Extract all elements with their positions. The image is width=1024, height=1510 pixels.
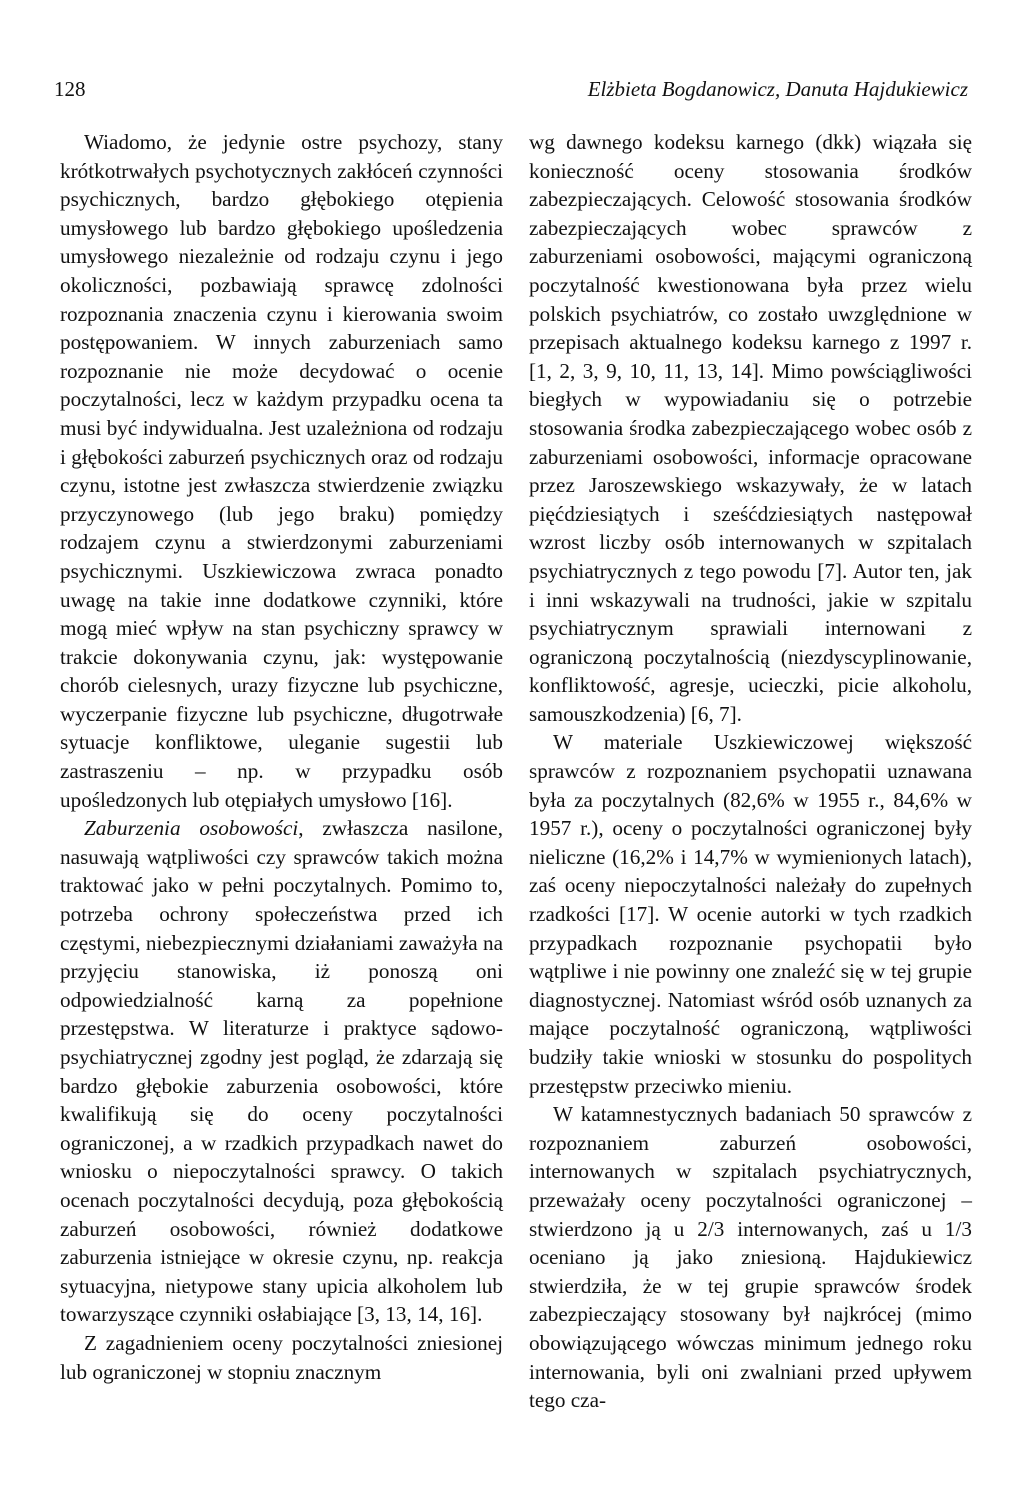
- paragraph-katamnestyczne-badania: W katamnestycznych badaniach 50 sprawców z rozpoznaniem zaburzeń osobowości, internowanych w szpitalach psychiatrycznych, przeważały oceny poczytalności ograniczonej – stwierdzono ją u 2/3 internowanych, zaś u 1/3 oceniano ją jako zniesioną. Hajdukiewicz stwierdziła, że w tej grupie sprawców środek zabezpieczający stosowany był najkrócej (mimo obowiązującego wówczas minimum jednego roku internowania, byli oni zwalniani przed upływem tego cza-: [529, 1102, 972, 1413]
- running-title: Elżbieta Bogdanowicz, Danuta Hajdukiewicz: [587, 77, 968, 101]
- paragraph-zagadnienie-oceny: Z zagadnieniem oceny poczytalności zniesionej lub ograniczonej w stopniu znacznym: [60, 1330, 503, 1384]
- paragraph-ostre-psychozy: Wiadomo, że jedynie ostre psychozy, stany krótkotrwałych psychotycznych zakłóceń czynności psychicznych, bardzo głębokiego otępienia umysłowego lub bardzo głębokiego upośledzenia umysłowego niezależnie od rodzaju czynu i jego okoliczności, pozbawiają sprawcę zdolności rozpoznania znaczenia czynu i kierowania swoim postępowaniem. W innych zaburzeniach samo rozpoznanie nie może decydować o ocenie poczytalności, lecz w każdym przypadku ocena ta musi być indywidualna. Jest uzależniona od rodzaju i głębokości zaburzeń psychicznych oraz od rodzaju czynu, istotne jest zwłaszcza stwierdzenie związku przyczynowego (lub jego braku) pomiędzy rodzajem czynu a stwierdzonymi zaburzeniami psychicznymi. Uszkiewiczowa zwraca ponadto uwagę na takie inne dodatkowe czynniki, które mogą mieć wpływ na stan psychiczny sprawcy w trakcie dokonywania czynu, jak: występowanie chorób cielesnych, urazy fizyczne lub psychiczne, wyczerpanie fizyczne lub psychiczne, długotrwałe sytuacje konfliktowe, uleganie sugestii lub zastraszeniu – np. w przypadku osób upośledzonych lub otępiałych umysłowo [16].: [60, 130, 503, 812]
- italic-term: Zaburzenia osobowości: [84, 816, 299, 841]
- paragraph-material-uszkiewiczowej: W materiale Uszkiewiczowej większość sprawców z rozpoznaniem psychopatii uznawana była za poczytalnych (82,6% w 1955 r., 84,6% w 1957 r.), oceny o poczytalności ograniczonej były nieliczne (16,2% i 14,7% w wymienionych latach), zaś oceny niepoczytalności należały do zupełnych rzadkości [17]. W ocenie autorki w tych rzadkich przypadkach rozpoznanie psychopatii było wątpliwe i nie powinny one znaleźć się w tej grupie diagnostycznej. Natomiast wśród osób uznanych za mające poczytalność ograniczoną, wątpliwości budziły takie wnioski w stosunku do pospolitych przestępstw przeciwko mieniu.: [529, 730, 972, 1098]
- right-column: [529, 128, 972, 1415]
- left-column: [60, 128, 503, 1386]
- paragraph-zaburzenia-osobowosci: [60, 814, 503, 1329]
- page-number: 128: [54, 77, 86, 101]
- paragraph-continuation-dkk: wg dawnego kodeksu karnego (dkk) wiązała się konieczność oceny stosowania środków zabezpieczających. Celowość stosowania środków zabezpieczających wobec sprawców z zaburzeniami osobowości, mającymi ograniczoną poczytalność kwestionowana była przez wielu polskich psychiatrów, co zostało uwzględnione w przepisach aktualnego kodeksu karnego z 1997 r. [1, 2, 3, 9, 10, 11, 13, 14]. Mimo powściągliwości biegłych w wypowiadaniu się o potrzebie stosowania środka zabezpieczającego wobec osób z zaburzeniami osobowości, informacje opracowane przez Jaroszewskiego wskazywały, że w latach pięćdziesiątych i sześćdziesiątych następował wzrost liczby osób internowanych w szpitalach psychiatrycznych z tego powodu [7]. Autor ten, jak i inni wskazywali na trudności, jakie w szpitalu psychiatrycznym sprawiali internowani z ograniczoną poczytalnością (niezdyscyplinowanie, konfliktowość, agresje, ucieczki, picie alkoholu, samouszkodzenia) [6, 7].: [529, 130, 972, 726]
- paragraph-text: , zwłaszcza nasilone, nasuwają wątpliwości czy sprawców takich można traktować jako w pełni poczytalnych. Pomimo to, potrzeba ochrony społeczeństwa przed ich częstymi, niebezpiecznymi działaniami zaważyła na przyjęciu stanowiska, iż ponoszą oni odpowiedzialność karną za popełnione przestępstwa. W literaturze i praktyce sądowo-psychiatrycznej zgodny jest pogląd, że zdarzają się bardzo głębokie zaburzenia osobowości, które kwalifikują się do oceny poczytalności ograniczonej, a w rzadkich przypadkach nawet do wniosku o niepoczytalności sprawcy. O takich ocenach poczytalności decydują, poza głębokością zaburzeń osobowości, również dodatkowe zaburzenia istniejące w okresie czynu, np. reakcja sytuacyjna, nietypowe stany upicia alkoholem lub towarzyszące czynniki osłabiające [3, 13, 14, 16].: [60, 816, 504, 1327]
- running-head: [54, 72, 972, 106]
